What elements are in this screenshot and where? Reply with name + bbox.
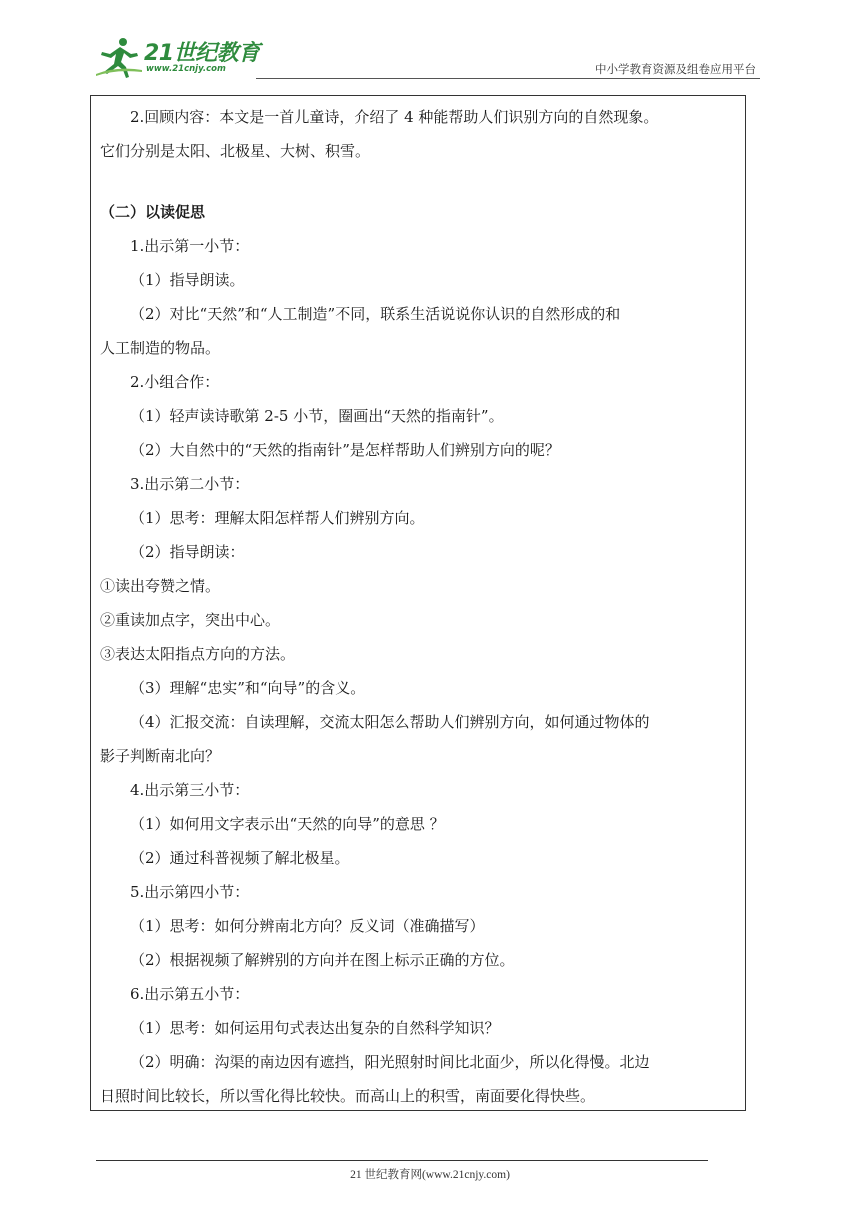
text-line: （1）思考：理解太阳怎样帮人们辨别方向。 xyxy=(130,509,425,527)
runner-logo-icon xyxy=(96,34,144,78)
text-line: 6.出示第五小节： xyxy=(130,985,250,1003)
text-line: （1）思考：如何分辨南北方向？反义词（准确描写） xyxy=(130,917,485,935)
text-line: （1）如何用文字表示出“天然的向导”的意思 ？ xyxy=(130,815,445,833)
footer-divider xyxy=(96,1160,708,1161)
text-line: （2）指导朗读： xyxy=(130,543,245,561)
text-line: （3）理解“忠实”和“向导”的含义。 xyxy=(130,679,366,697)
page-header xyxy=(96,30,760,80)
logo xyxy=(96,34,261,78)
document-body xyxy=(100,100,740,1113)
logo-url: www.21cnjy.com xyxy=(146,64,226,74)
text-line: （1）指导朗读。 xyxy=(130,271,245,289)
text-line: （2）通过科普视频了解北极星。 xyxy=(130,849,350,867)
text-line: 1.出示第一小节： xyxy=(130,237,250,255)
logo-text: 21世纪教育 xyxy=(144,41,260,66)
text-line: 5.出示第四小节： xyxy=(130,883,250,901)
text-line: ①读出夸赞之情。 xyxy=(100,577,221,595)
text-line: （2）大自然中的“天然的指南针”是怎样帮助人们辨别方向的呢？ xyxy=(130,441,560,459)
text-line: ③表达太阳指点方向的方法。 xyxy=(100,645,296,663)
text-line: 日照时间比较长，所以雪化得比较快。而高山上的积雪，南面要化得快些。 xyxy=(100,1087,596,1105)
section-heading: （二）以读促思 xyxy=(100,203,206,221)
text-line: （2）对比“天然”和“人工制造”不同，联系生活说说你认识的自然形成的和 xyxy=(130,305,621,323)
text-line: （1）思考：如何运用句式表达出复杂的自然科学知识？ xyxy=(130,1019,500,1037)
platform-name: 中小学教育资源及组卷应用平台 xyxy=(595,62,756,76)
footer-text: 21 世纪教育网(www.21cnjy.com) xyxy=(350,1169,510,1181)
text-line: 2.小组合作： xyxy=(130,373,220,391)
text-line: 影子判断南北向？ xyxy=(100,747,221,765)
text-line: （4）汇报交流：自读理解，交流太阳怎么帮助人们辨别方向，如何通过物体的 xyxy=(130,713,650,731)
text-line: （2）根据视频了解辨别的方向并在图上标示正确的方位。 xyxy=(130,951,515,969)
text-line: （2）明确：沟渠的南边因有遮挡，阳光照射时间比北面少，所以化得慢。北边 xyxy=(130,1053,650,1071)
text-line: 人工制造的物品。 xyxy=(100,339,221,357)
spacer xyxy=(100,168,740,195)
text-line: 4.出示第三小节： xyxy=(130,781,250,799)
text-line: 2.回顾内容：本文是一首儿童诗，介绍了 4 种能帮助人们识别方向的自然现象。 xyxy=(130,108,659,126)
text-line: ②重读加点字，突出中心。 xyxy=(100,611,281,629)
text-line: （1）轻声读诗歌第 2-5 小节，圈画出“天然的指南针”。 xyxy=(130,407,504,425)
text-line: 3.出示第二小节： xyxy=(130,475,250,493)
header-divider xyxy=(256,78,760,79)
text-line: 它们分别是太阳、北极星、大树、积雪。 xyxy=(100,142,371,160)
